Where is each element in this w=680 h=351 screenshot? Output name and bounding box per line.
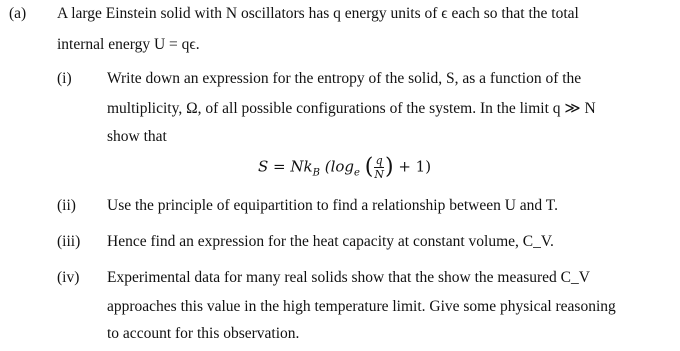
part-ii-line-1: Use the principle of equipartition to find a relationship between U and T. (107, 197, 558, 214)
part-iii-line-1: Hence find an expression for the heat capacity at constant volume, C_V. (107, 233, 554, 250)
fraction-denominator: N (374, 168, 384, 181)
part-i-line-3: show that (107, 128, 167, 145)
fraction-numerator: q (375, 154, 383, 167)
equation-left-paren: ( (364, 154, 374, 180)
part-ii-label: (ii) (57, 197, 76, 214)
equation-log-subscript: e (354, 167, 360, 179)
part-iv-line-1: Experimental data for many real solids show that the show the measured C_V (107, 269, 590, 286)
equation-lhs: S = Nk (258, 157, 313, 176)
part-a-label: (a) (9, 5, 27, 22)
entropy-equation (258, 155, 431, 180)
equation-kb-subscript: B (312, 167, 320, 179)
part-i-line-2: multiplicity, Ω, of all possible configurations of the system. In the limit q ≫ N (107, 100, 596, 117)
equation-tail: + 1) (398, 157, 432, 176)
part-iii-label: (iii) (57, 233, 81, 250)
part-iv-line-3: to account for this observation. (107, 325, 300, 342)
part-iv-line-2: approaches this value in the high temperature limit. Give some physical reasoning (107, 298, 616, 315)
part-i-label: (i) (57, 70, 72, 87)
part-iv-label: (iv) (57, 269, 80, 286)
part-i-line-1: Write down an expression for the entropy of the solid, S, as a function of the (107, 70, 582, 87)
part-a-line-2: internal energy U = qϵ. (57, 36, 200, 53)
equation-fraction (374, 155, 384, 180)
equation-log: (log (324, 157, 355, 176)
equation-right-paren: ) (384, 154, 394, 180)
part-a-line-1: A large Einstein solid with N oscillators has q energy units of ϵ each so that the total (57, 5, 579, 22)
